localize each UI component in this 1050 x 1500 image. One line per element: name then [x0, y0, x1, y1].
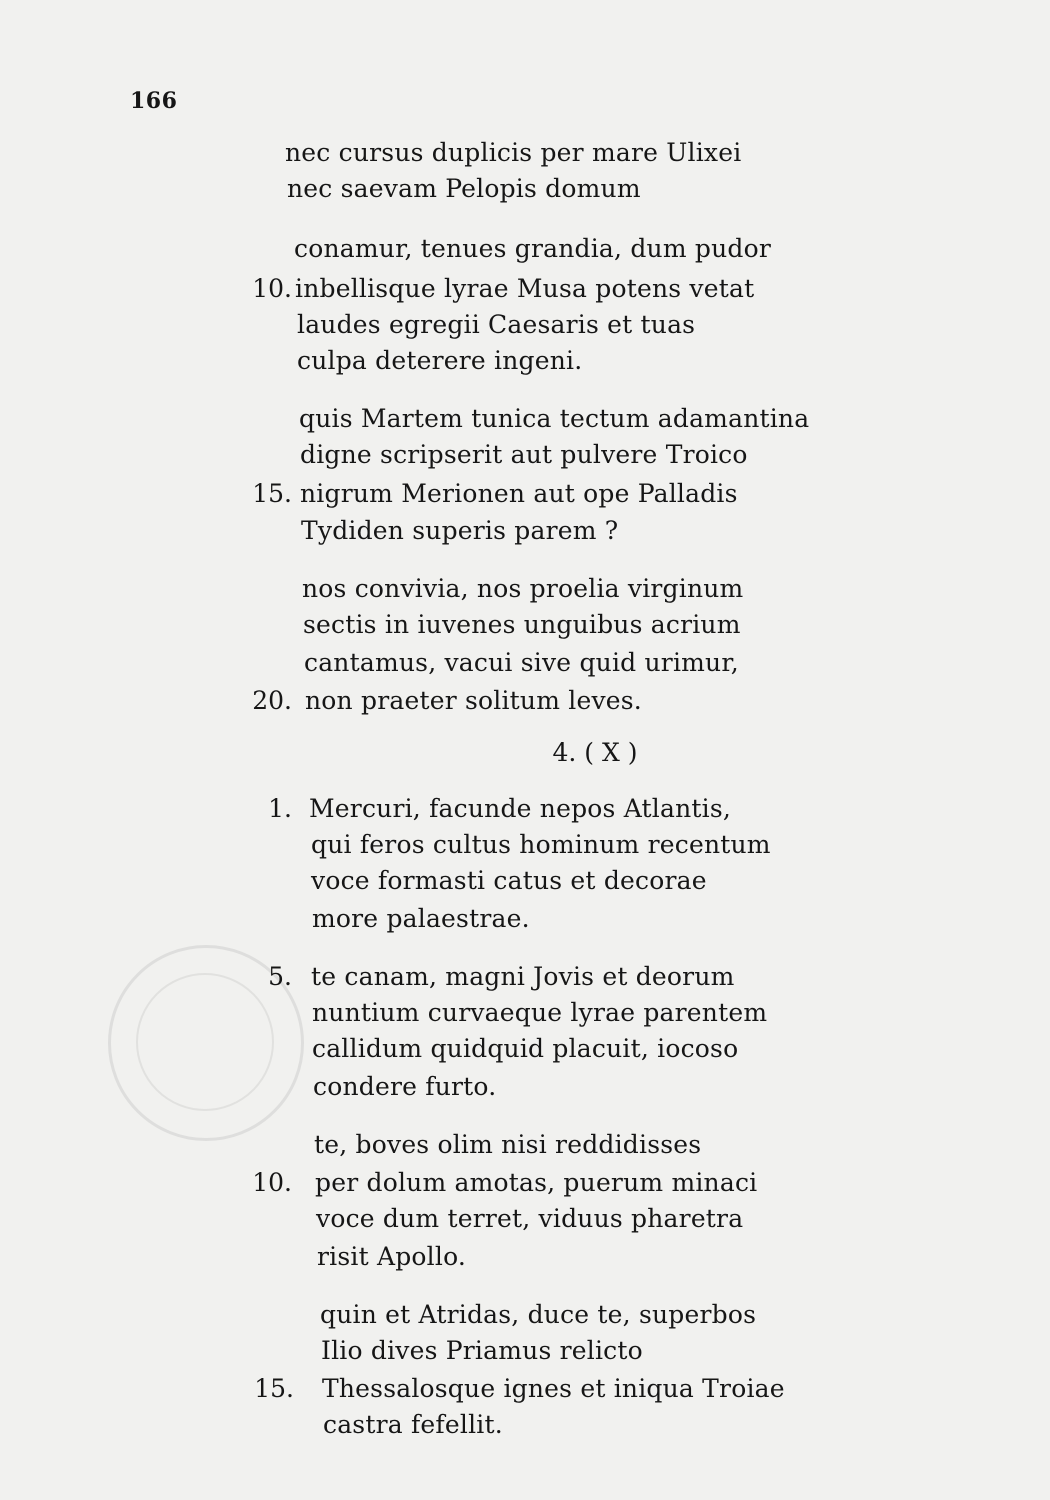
verse-line: laudes egregii Caesaris et tuas: [297, 310, 696, 339]
verse-line: per dolum amotas, puerum minaci: [315, 1168, 758, 1197]
line-number: 15.: [254, 1374, 294, 1403]
verse-line: digne scripserit aut pulvere Troico: [300, 440, 748, 469]
line-number: 10.: [252, 1168, 292, 1197]
line-number: 5.: [268, 962, 292, 991]
line-number: 15.: [252, 479, 292, 508]
verse-line: more palaestrae.: [312, 904, 530, 933]
line-number: 20.: [252, 686, 292, 715]
poem-heading: 4. ( X ): [552, 738, 638, 767]
verse-line: condere furto.: [313, 1072, 497, 1101]
verse-line: sectis in iuvenes unguibus acrium: [303, 610, 741, 639]
verse-line: Mercuri, facunde nepos Atlantis,: [309, 794, 732, 823]
verse-line: nuntium curvaeque lyrae parentem: [312, 998, 768, 1027]
verse-line: nigrum Merionen aut ope Palladis: [300, 479, 738, 508]
verse-line: te canam, magni Jovis et deorum: [311, 962, 735, 991]
verse-line: quin et Atridas, duce te, superbos: [320, 1300, 757, 1329]
verse-line: voce formasti catus et decorae: [311, 866, 707, 895]
verse-line: quis Martem tunica tectum adamantina: [299, 404, 810, 433]
page-number: 166: [130, 88, 178, 114]
verse-line: culpa deterere ingeni.: [297, 346, 583, 375]
verse-line: qui feros cultus hominum recentum: [311, 830, 771, 859]
verse-line: te, boves olim nisi reddidisses: [314, 1130, 702, 1159]
verse-line: nec cursus duplicis per mare Ulixei: [285, 138, 742, 167]
verse-line: castra fefellit.: [323, 1410, 503, 1439]
verse-line: Tydiden superis parem ?: [301, 516, 619, 545]
verse-line: Thessalosque ignes et iniqua Troiae: [322, 1374, 785, 1403]
verse-line: callidum quidquid placuit, iocoso: [312, 1034, 739, 1063]
verse-line: nec saevam Pelopis domum: [287, 174, 641, 203]
verse-line: inbellisque lyrae Musa potens vetat: [295, 274, 755, 303]
verse-line: cantamus, vacui sive quid urimur,: [304, 648, 739, 677]
verse-line: non praeter solitum leves.: [305, 686, 642, 715]
verse-line: nos convivia, nos proelia virginum: [302, 574, 744, 603]
verse-line: Ilio dives Priamus relicto: [321, 1336, 643, 1365]
line-number: 1.: [268, 794, 292, 823]
verse-line: conamur, tenues grandia, dum pudor: [294, 234, 772, 263]
line-number: 10.: [252, 274, 292, 303]
verse-line: voce dum terret, viduus pharetra: [316, 1204, 744, 1233]
verse-line: risit Apollo.: [317, 1242, 467, 1271]
